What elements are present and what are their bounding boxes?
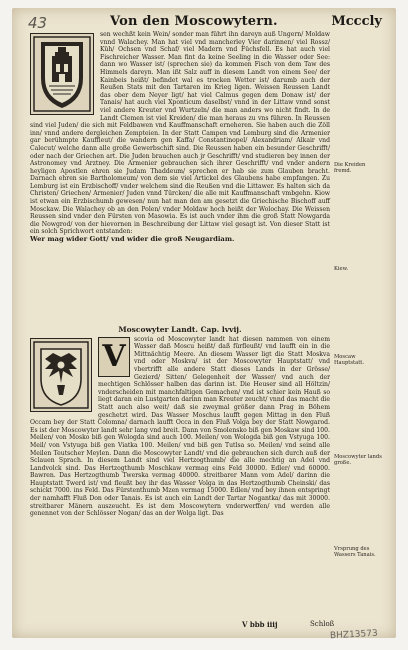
text-block-1 — [30, 31, 330, 324]
paragraph-2: scovia od Moscowyter landt hat diesen nammen von einem Wasser daß Moscu heißt/ daß fürfleußt/ vnd laufft ein in die Mittnächtig Meere. An diesem Wasser ligt die Statt Moskva vnd oder Moskva/ ist der Moscowyter Hauptstatt/ vnd vbertrifft alle andere Statt dieses Lands in der Grösse/ Gezierd/ Sitten/ Gelegenheit der Wasser/ vnd auch der mechtigen Schlösser halben das darinn ist. Die Heuser sind all Höltzin/ vnderscheiden mit manchfaltigen Gemachen/ vnd ist schier kein Hauß so liegt daran ein Lustgarten darinn man Kreuter zeucht/ vnnd das macht die Statt auch also weit/ daß sie zweymal größer dann Prag in Böhem geschetzt wird. Das Wasser Moschus laufft gegen Mittag in den Fluß Occam bey der Statt Colomna/ darnach laufft Occa in den Fluß Volga bey der Statt Nowgarod. Es ist der Moscowyter landt sehr lang vnd breit. Dann von Smolensko biß gen Moskaw sind 100. Meilen/ von Mosko biß gen Wologda sind auch 100. Meilen/ von Wologda biß gen Vstyuga 100. Meil/ von Vstyuga biß gen Viatka 100. Meilen/ vnd biß gen Tutlsa so. Meilen/ vnd seind alle Meilen Teutscher Meylen. Dann die Moscowyter Landt/ vnd die gebrauchen sich durch auß der Sclauen Sprach. In diesem Landt sind viel Hertzogthumb/ die alle mechtig an Adel vnd Landvolck sind. Das Hertzogthumb Moschkaw vermag eins Feld 30000. Edler/ vnd 60000. Bawren. Das Hertzogthumb Twerska vermag 40000. streitbarer Mann vom Adel/ darinn die Hauptstatt Twerd ist/ vnd fleußt bey ihr das Wasser Volga in das Hertzogthumb Cheinski/ das schickt 7000. ins Feld. Das Fürstenthumb Mzen vermag 15000. Edlen/ vnd bey ihnen entspringt der namhafft Fluß Don oder Tanais. Es ist auch ein Landt der Tartar Nogantka/ das mit 30000. streitbarer Mänern auszeucht. Es ist dem Moscowytern vnderwerffen/ vnd werden alle genennet von der Schlösser Nogan/ das an der Wolga ligt. Das — [30, 335, 330, 518]
decorated-initial: V — [98, 337, 130, 377]
coat-of-arms-woodcut — [30, 33, 94, 115]
marginal-note: Moscowyter lands große. — [334, 454, 382, 467]
marginal-note: Moscaw Hauptstatt. — [334, 354, 365, 367]
signature-mark: V bbb iiij — [242, 620, 278, 629]
proverb-line: Wer mag wider Gott/ vnd wider die groß Neugardiam. — [30, 235, 235, 244]
shelfmark-label: BHZ13573 — [329, 628, 378, 642]
handwritten-folio-number: 43 — [28, 14, 48, 32]
running-folio: Mcccly — [331, 14, 382, 29]
running-title: Von den Moscowytern. — [110, 14, 278, 29]
marginal-note: Vrsprung des Wassers Tanais. — [334, 546, 376, 559]
eagle-arms-woodcut — [30, 338, 92, 412]
marginal-note: Kiew. — [334, 266, 349, 272]
catchword: Schloß — [310, 620, 335, 628]
text-block-2 — [30, 324, 330, 614]
marginal-note: Die Kreiden fremd. — [334, 162, 366, 175]
chapter-heading: Moscowyter Landt. Cap. lvvij. — [118, 325, 242, 334]
paragraph-1: sen wechßt kein Wein/ sonder man führt ihn dareyn auß Ungern/ Moldaw vnnd Walachey. Man hat viel vnd mancherley Vier darinnen/ viel Rossz/ Küh/ Ochsen vnd Schaf/ viel Madern vnd Füchsfell. Es hat auch viel Fischreicher Wasser. Man fint da keine Seeling in die Wasser oder See: dann wo Wasser ist/ (sprechen sie) da kommen Fisch von dem Taw des Himmels dareyn. Man ißt Salz auff in diesem Landt von einem See/ der Kainbeis heißt/ befindet wal es trocken Wetter ist/ darumb auch der Reußen Stats mit den Tartaren im Krieg ligen. Weissen Reussen Landt das ober dem Neyer ligt/ hat viel Calmus gegen dem Donaw ist/ der Tanais/ hat auch viel Xponticum daselbst/ vnnd in der Littaw vnnd sonst viel andere Kreuter vnd Wurtzeln/ die man anders wo nicht findt. In de Landt Clemen ist viel Kreiden/ die man heraus zu vns führen. In Reussen sind viel Juden/ die sich mit Feldbawen vnd Kauffmanschaft erneheren. Sie haben auch die Zöll inn/ vnnd andere dergleichen Zempteien. In der Statt Campen vnd Lemburg sind die Armenier gar berühmpte Kauffleut/ die wandern gen Kaffa/ Constantinopel/ Alexandriam/ Alkair vnd Calecut/ welche dann alle große Gewerbschift sind. Die Reussen haben ein besunder Geschrifft/ oder nach der Griechen art. Die Juden brauchen auch jr Geschrifft/ vnd studieren bey innen der Astronomey vnd Arztney. Die Armenier gebrauchen sich ihrer Geschrifft/ vnd vnder andern heyligen Apostlen ehren sie Judam Thaddeum/ sprechen er hab sie zum Glauben bracht. Darnach ehren sie Bartholomeum/ von dem sie viel Artickel des Glaubens habe empfangen. Zu Lemburg ist ein Erzbischoff/ vnder welchem sind die Reußen vnd die Littawer. Es halten sich da Christen/ Griechen/ Armenier/ Juden vnnd Türcken/ die alle mit Kauffmanschaft vmbgehn. Kiow ist etwan ein Erzbischumb gewesen/ nun hat man den am gesetzt die Griechische Bischoff auff Mosckaw. Die Walachey ob an den Polen/ vnder Moldaw hoch heißt der Wolochay. Die Weissen Reussen sind vnder den Fürsten von Masowia. Es ist auch vnder ihm die groß Statt Nowgarda die Nowgrod/ von der hievornen in Beschreibung der Littaw viel gesagt ist. Von dieser Statt ist ein solch Sprichwort entstanden: — [30, 31, 330, 236]
